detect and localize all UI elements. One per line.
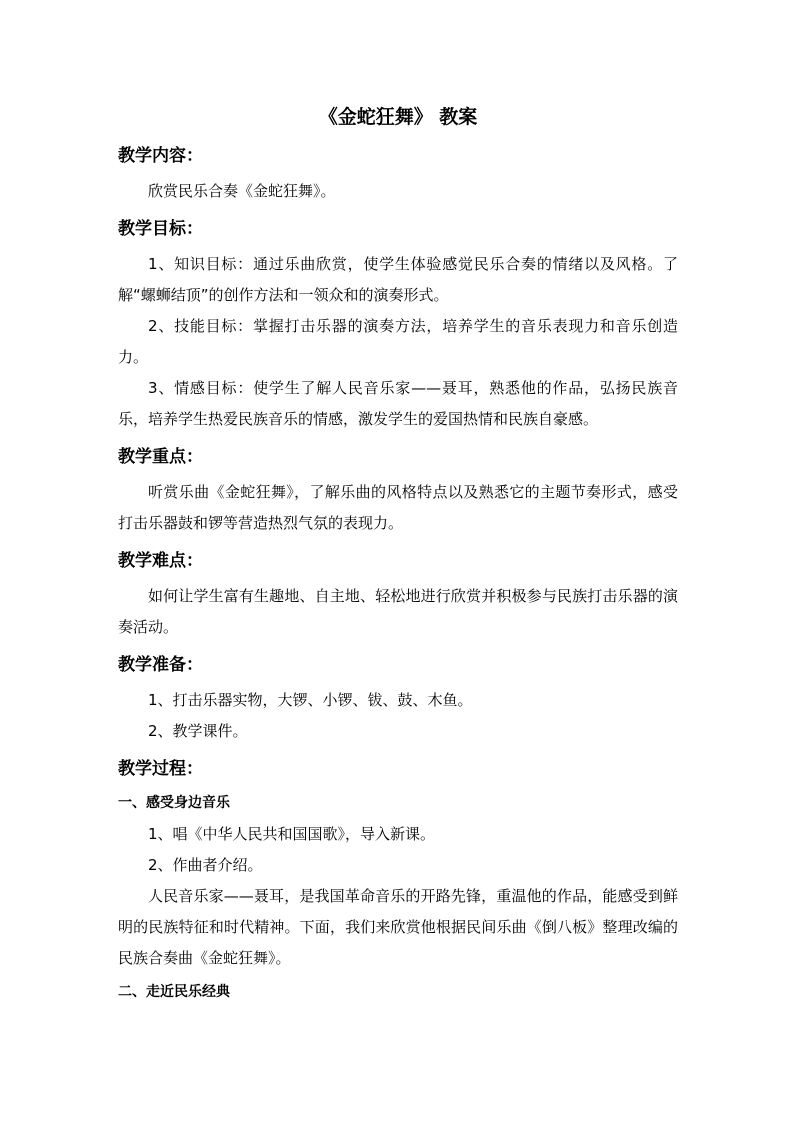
goal-emotion: 3、情感目标：使学生了解人民音乐家——聂耳，熟悉他的作品，弘扬民族音乐，培养学生热爱民族音乐的情感，激发学生的爱国热情和民族自豪感。 (118, 379, 678, 428)
heading-content: 教学内容： (118, 146, 203, 166)
document-title: 《金蛇狂舞》 教案 (318, 106, 478, 128)
heading-goals: 教学目标： (118, 219, 203, 239)
goal-knowledge: 1、知识目标：通过乐曲欣赏，使学生体验感觉民乐合奏的情绪以及风格。了解“螺蛳结顶”的创作方法和一领众和的演奏形式。 (118, 255, 678, 304)
heading-key-points: 教学重点： (118, 447, 203, 467)
lesson-plan-page (118, 100, 678, 1008)
process-part1-item: 1、唱《中华人民共和国国歌》，导入新课。 (148, 825, 436, 843)
process-part2-heading: 二、走近民乐经典 (118, 984, 230, 1000)
process-part1-heading: 一、感受身边音乐 (118, 795, 230, 811)
content-paragraph: 欣赏民乐合奏《金蛇狂舞》。 (148, 182, 336, 200)
difficulties-paragraph: 如何让学生富有生趣地、自主地、轻松地进行欣赏并积极参与民族打击乐器的演奏活动。 (118, 587, 678, 636)
preparation-item: 2、教学课件。 (148, 722, 248, 740)
process-part1-item: 人民音乐家——聂耳，是我国革命音乐的开路先锋，重温他的作品，能感受到鲜明的民族特征和时代精神。下面，我们来欣赏他根据民间乐曲《倒八板》整理改编的民族合奏曲《金蛇狂舞》。 (118, 887, 678, 967)
heading-preparation: 教学准备： (118, 655, 203, 675)
process-part1-item: 2、作曲者介绍。 (148, 856, 263, 874)
goal-skill: 2、技能目标：掌握打击乐器的演奏方法，培养学生的音乐表现力和音乐创造力。 (118, 317, 678, 366)
heading-process: 教学过程： (118, 759, 203, 779)
key-points-paragraph: 听赏乐曲《金蛇狂舞》，了解乐曲的风格特点以及熟悉它的主题节奏形式，感受打击乐器鼓和锣等营造热烈气氛的表现力。 (118, 483, 678, 532)
heading-difficulties: 教学难点： (118, 551, 203, 571)
preparation-item: 1、打击乐器实物，大锣、小锣、钹、鼓、木鱼。 (148, 691, 473, 709)
